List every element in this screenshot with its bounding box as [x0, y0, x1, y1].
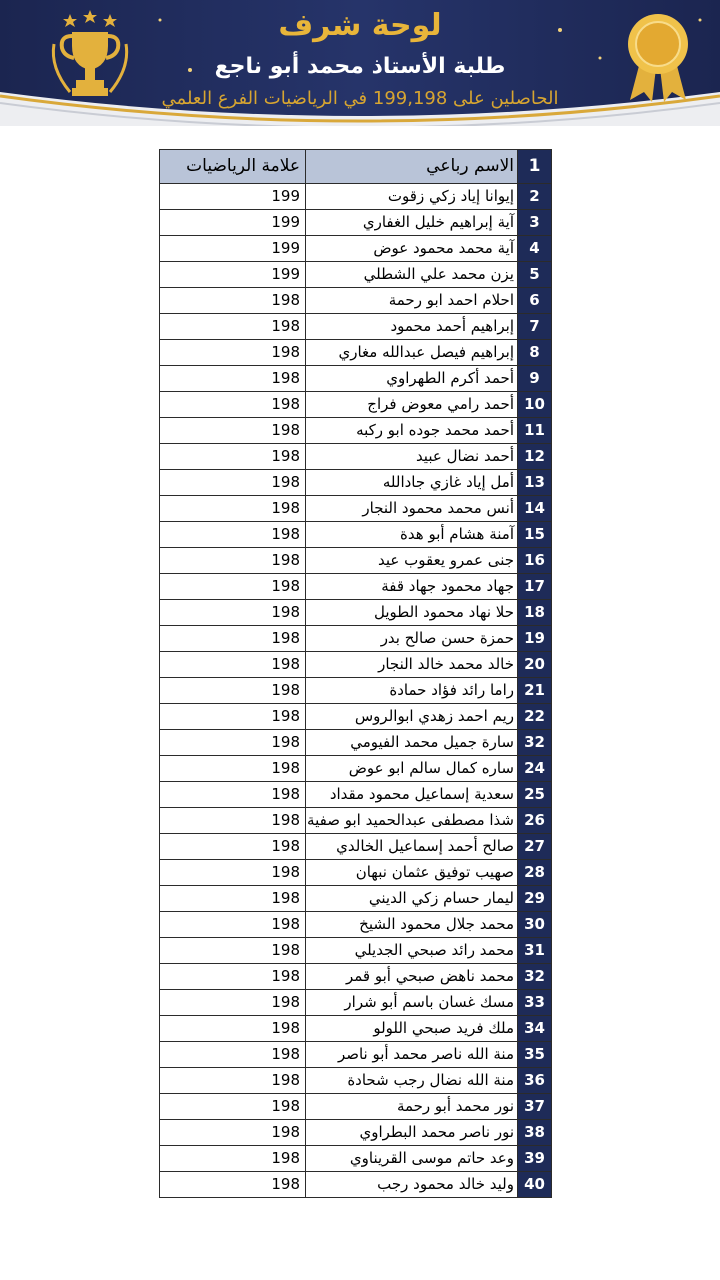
row-name: إبراهيم أحمد محمود: [306, 314, 518, 340]
table-row: [160, 496, 552, 522]
row-num: 32: [518, 730, 552, 756]
row-name: إيوانا إياد زكي زقوت: [306, 184, 518, 210]
table-row: [160, 704, 552, 730]
row-num: 33: [518, 990, 552, 1016]
row-num: 25: [518, 782, 552, 808]
row-name: صهيب توفيق عثمان نبهان: [306, 860, 518, 886]
row-name: خالد محمد خالد النجار: [306, 652, 518, 678]
row-name: آية محمد محمود عوض: [306, 236, 518, 262]
table-row: [160, 522, 552, 548]
table-row: [160, 366, 552, 392]
table-row: [160, 1016, 552, 1042]
row-name: صالح أحمد إسماعيل الخالدي: [306, 834, 518, 860]
table-row: [160, 392, 552, 418]
row-score: 198: [160, 990, 306, 1016]
row-score: 198: [160, 1094, 306, 1120]
table-row: [160, 1120, 552, 1146]
row-score: 198: [160, 418, 306, 444]
row-score: 198: [160, 678, 306, 704]
row-num: 37: [518, 1094, 552, 1120]
row-name: سعدية إسماعيل محمود مقداد: [306, 782, 518, 808]
row-score: 198: [160, 886, 306, 912]
row-name: حلا نهاد محمود الطويل: [306, 600, 518, 626]
row-name: حمزة حسن صالح بدر: [306, 626, 518, 652]
table-row: [160, 548, 552, 574]
row-num: 28: [518, 860, 552, 886]
row-name: نور محمد أبو رحمة: [306, 1094, 518, 1120]
row-name: أحمد محمد جوده ابو ركبه: [306, 418, 518, 444]
table-row: [160, 990, 552, 1016]
row-num: 39: [518, 1146, 552, 1172]
row-name: وليد خالد محمود رجب: [306, 1172, 518, 1198]
header-score: علامة الرياضيات: [160, 150, 306, 184]
row-name: أحمد نضال عبيد: [306, 444, 518, 470]
table-row: [160, 938, 552, 964]
row-name: وعد حاتم موسى القريناوي: [306, 1146, 518, 1172]
table-row: [160, 886, 552, 912]
table-row: [160, 574, 552, 600]
row-score: 198: [160, 834, 306, 860]
table-row: [160, 418, 552, 444]
row-num: 19: [518, 626, 552, 652]
row-num: 17: [518, 574, 552, 600]
row-name: أحمد أكرم الطهراوي: [306, 366, 518, 392]
row-name: ريم احمد زهدي ابوالروس: [306, 704, 518, 730]
row-score: 198: [160, 808, 306, 834]
row-name: جهاد محمود جهاد قفة: [306, 574, 518, 600]
row-name: يزن محمد علي الشطلي: [306, 262, 518, 288]
row-name: آمنة هشام أبو هدة: [306, 522, 518, 548]
row-score: 198: [160, 288, 306, 314]
table-row: [160, 1094, 552, 1120]
row-num: 40: [518, 1172, 552, 1198]
row-num: 20: [518, 652, 552, 678]
table-row: [160, 730, 552, 756]
table-row: [160, 236, 552, 262]
table-row: [160, 1042, 552, 1068]
row-num: 29: [518, 886, 552, 912]
row-name: محمد جلال محمود الشيخ: [306, 912, 518, 938]
row-name: شذا مصطفى عبدالحميد ابو صفية: [306, 808, 518, 834]
row-score: 198: [160, 574, 306, 600]
row-score: 198: [160, 1120, 306, 1146]
row-score: 198: [160, 1172, 306, 1198]
row-name: محمد ناهض صبحي أبو قمر: [306, 964, 518, 990]
row-score: 199: [160, 184, 306, 210]
row-score: 198: [160, 470, 306, 496]
table-row: [160, 470, 552, 496]
row-num: 31: [518, 938, 552, 964]
row-num: 12: [518, 444, 552, 470]
row-num: 22: [518, 704, 552, 730]
table-row: [160, 860, 552, 886]
row-score: 198: [160, 964, 306, 990]
table-row: [160, 834, 552, 860]
row-name: أنس محمد محمود النجار: [306, 496, 518, 522]
row-score: 198: [160, 912, 306, 938]
row-num: 27: [518, 834, 552, 860]
honor-banner: [0, 0, 720, 126]
row-name: ليمار حسام زكي الديني: [306, 886, 518, 912]
row-score: 198: [160, 366, 306, 392]
table-row: [160, 1172, 552, 1198]
row-score: 198: [160, 1016, 306, 1042]
table-row: [160, 782, 552, 808]
row-score: 198: [160, 444, 306, 470]
row-name: جنى عمرو يعقوب عيد: [306, 548, 518, 574]
row-name: محمد رائد صبحي الجديلي: [306, 938, 518, 964]
row-score: 199: [160, 210, 306, 236]
row-num: 13: [518, 470, 552, 496]
row-score: 198: [160, 340, 306, 366]
table-row: [160, 262, 552, 288]
row-num: 7: [518, 314, 552, 340]
row-num: 5: [518, 262, 552, 288]
banner-subtitle: طلبة الأستاذ محمد أبو ناجع: [214, 54, 506, 79]
row-score: 198: [160, 704, 306, 730]
row-score: 198: [160, 938, 306, 964]
row-score: 198: [160, 522, 306, 548]
table-row: [160, 210, 552, 236]
row-num: 18: [518, 600, 552, 626]
table-row: [160, 678, 552, 704]
row-num: 8: [518, 340, 552, 366]
row-num: 34: [518, 1016, 552, 1042]
banner-caption: الحاصلين على 199,198 في الرياضيات الفرع العلمي: [161, 88, 559, 109]
row-score: 198: [160, 652, 306, 678]
row-name: نور ناصر محمد البطراوي: [306, 1120, 518, 1146]
row-name: إبراهيم فيصل عبدالله مغاري: [306, 340, 518, 366]
row-num: 14: [518, 496, 552, 522]
table-row: [160, 652, 552, 678]
header-name: الاسم رباعي: [306, 150, 518, 184]
table-row: [160, 756, 552, 782]
row-num: 11: [518, 418, 552, 444]
row-name: احلام احمد ابو رحمة: [306, 288, 518, 314]
row-name: ملك فريد صبحي اللولو: [306, 1016, 518, 1042]
table-row: [160, 600, 552, 626]
row-num: 35: [518, 1042, 552, 1068]
row-score: 198: [160, 392, 306, 418]
row-score: 198: [160, 1068, 306, 1094]
row-name: سارة جميل محمد الفيومي: [306, 730, 518, 756]
row-score: 199: [160, 236, 306, 262]
row-score: 199: [160, 262, 306, 288]
row-score: 198: [160, 860, 306, 886]
row-num: 21: [518, 678, 552, 704]
row-score: 198: [160, 548, 306, 574]
row-name: منة الله ناصر محمد أبو ناصر: [306, 1042, 518, 1068]
row-score: 198: [160, 314, 306, 340]
header-num: 1: [518, 150, 552, 184]
row-score: 198: [160, 496, 306, 522]
row-name: أمل إياد غازي جادالله: [306, 470, 518, 496]
row-name: ساره كمال سالم ابو عوض: [306, 756, 518, 782]
table-row: [160, 1146, 552, 1172]
table-row: [160, 626, 552, 652]
row-name: منة الله نضال رجب شحادة: [306, 1068, 518, 1094]
row-num: 15: [518, 522, 552, 548]
row-score: 198: [160, 1042, 306, 1068]
table-row: [160, 912, 552, 938]
row-name: مسك غسان باسم أبو شرار: [306, 990, 518, 1016]
row-num: 6: [518, 288, 552, 314]
row-name: راما رائد فؤاد حمادة: [306, 678, 518, 704]
table-row: [160, 444, 552, 470]
row-name: أحمد رامي معوض فراج: [306, 392, 518, 418]
row-num: 38: [518, 1120, 552, 1146]
row-num: 26: [518, 808, 552, 834]
table-row: [160, 288, 552, 314]
row-score: 198: [160, 782, 306, 808]
row-score: 198: [160, 1146, 306, 1172]
table-row: [160, 1068, 552, 1094]
table-row: [160, 314, 552, 340]
row-score: 198: [160, 600, 306, 626]
row-score: 198: [160, 756, 306, 782]
row-num: 2: [518, 184, 552, 210]
row-name: آية إبراهيم خليل الغفاري: [306, 210, 518, 236]
table-header: [160, 150, 552, 184]
row-num: 16: [518, 548, 552, 574]
row-score: 198: [160, 626, 306, 652]
row-num: 9: [518, 366, 552, 392]
row-score: 198: [160, 730, 306, 756]
table-row: [160, 964, 552, 990]
honor-table: [159, 149, 552, 1198]
row-num: 3: [518, 210, 552, 236]
row-num: 24: [518, 756, 552, 782]
table-row: [160, 184, 552, 210]
row-num: 30: [518, 912, 552, 938]
row-num: 36: [518, 1068, 552, 1094]
row-num: 10: [518, 392, 552, 418]
row-num: 4: [518, 236, 552, 262]
table-row: [160, 808, 552, 834]
banner-title: لوحة شرف: [278, 8, 442, 43]
row-num: 32: [518, 964, 552, 990]
table-row: [160, 340, 552, 366]
